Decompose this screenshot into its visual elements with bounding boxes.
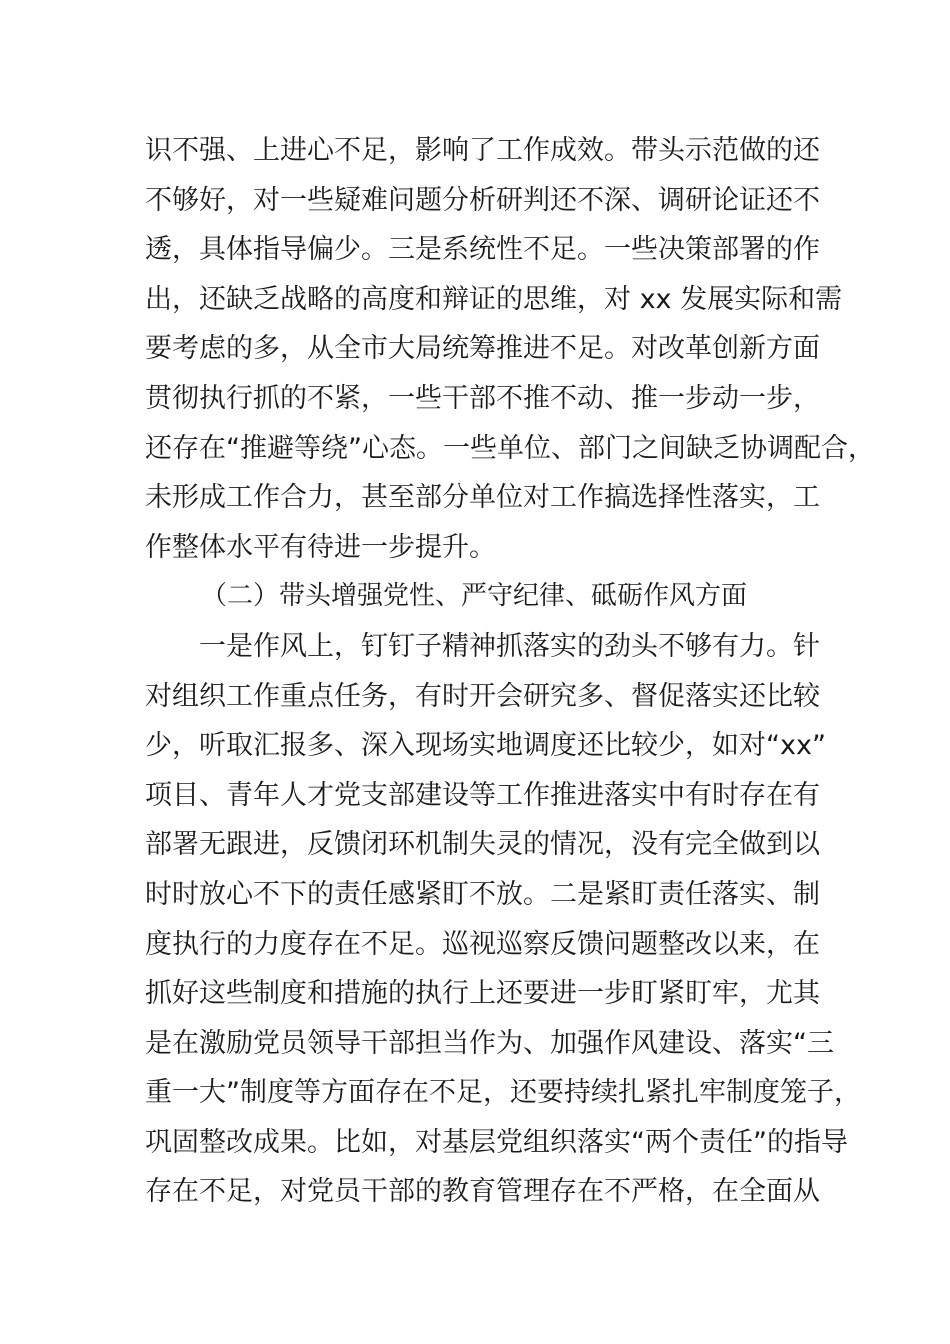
text-line: 是在激励党员领导干部担当作为、加强作风建设、落实“三 — [145, 1027, 834, 1059]
section-heading: （二）带头增强党性、严守纪律、砥砺作风方面 — [201, 581, 748, 612]
text-line: 巩固整改成果。比如，对基层党组织落实“两个责任”的指导 — [145, 1126, 848, 1158]
text-line: 存在不足，对党员干部的教育管理存在不严格，在全面从 — [145, 1176, 820, 1208]
text-line: 少，听取汇报多、深入现场实地调度还比较少，如对“xx” — [145, 730, 826, 762]
text-line: 要考虑的多，从全市大局统筹推进不足。对改革创新方面 — [145, 333, 820, 365]
text-line: 透，具体指导偏少。三是系统性不足。一些决策部署的作 — [145, 234, 820, 266]
text-line: 度执行的力度存在不足。巡视巡察反馈问题整改以来，在 — [145, 928, 820, 960]
text-line: 作整体水平有待进一步提升。 — [145, 531, 496, 563]
document-body — [145, 126, 875, 1217]
text-line: 抓好这些制度和措施的执行上还要进一步盯紧盯牢，尤其 — [145, 978, 820, 1010]
text-line: 重一大”制度等方面存在不足，还要持续扎紧扎牢制度笼子， — [145, 1077, 861, 1109]
paragraph-2 — [145, 622, 861, 1217]
text-line: 部署无跟进，反馈闭环机制失灵的情况，没有完全做到以 — [145, 829, 820, 861]
text-line: 还存在“推避等绕”心态。一些单位、部门之间缺乏协调配合， — [145, 432, 875, 464]
text-line: 未形成工作合力，甚至部分单位对工作搞选择性落实，工 — [145, 482, 820, 514]
text-line: 对组织工作重点任务，有时开会研究多、督促落实还比较 — [145, 680, 820, 712]
text-line: 项目、青年人才党支部建设等工作推进落实中有时存在有 — [145, 779, 820, 811]
paragraph-1 — [145, 126, 875, 572]
text-line: 时时放心不下的责任感紧盯不放。二是紧盯责任落实、制 — [145, 878, 820, 910]
text-line: 贯彻执行抓的不紧，一些干部不推不动、推一步动一步， — [145, 382, 820, 414]
text-line: 出，还缺乏战略的高度和辩证的思维，对 xx 发展实际和需 — [145, 283, 843, 315]
text-line: 不够好，对一些疑难问题分析研判还不深、调研论证还不 — [145, 184, 820, 216]
text-line: 识不强、上进心不足，影响了工作成效。带头示范做的还 — [145, 135, 820, 166]
text-line: 一是作风上，钉钉子精神抓落实的劲头不够有力。针 — [199, 630, 820, 662]
